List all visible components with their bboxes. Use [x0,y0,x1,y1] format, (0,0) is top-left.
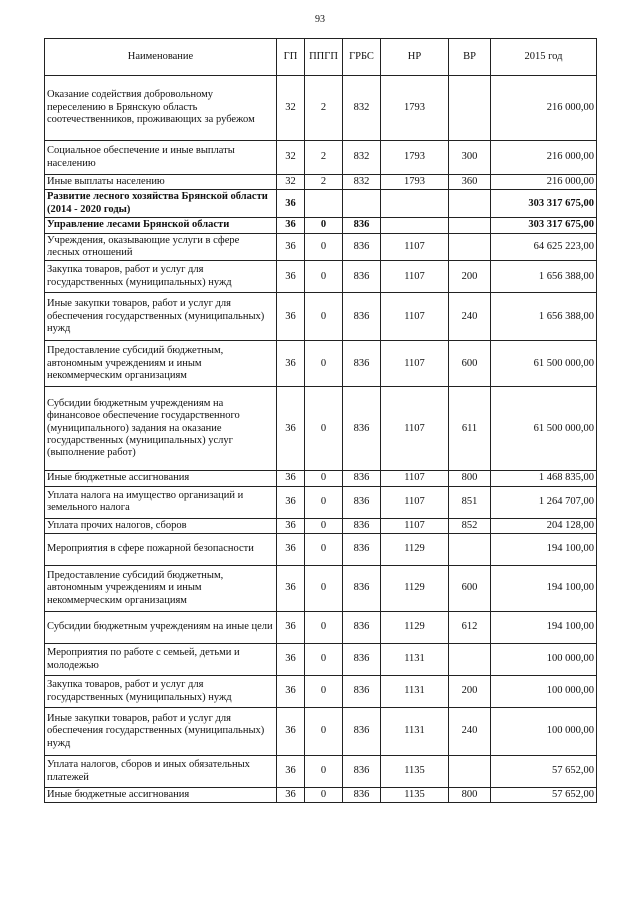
cell-ppgp: 0 [305,341,343,387]
table-row [45,756,597,788]
table-row [45,676,597,708]
cell-amount: 216 000,00 [491,76,597,141]
table-row [45,218,597,233]
cell-vr: 600 [449,341,491,387]
page-number: 93 [315,14,325,25]
cell-grbs: 836 [343,486,381,518]
cell-gp: 36 [277,566,305,612]
cell-vr: 800 [449,471,491,486]
cell-nr: 1107 [381,341,449,387]
cell-ppgp: 0 [305,233,343,261]
cell-gp: 32 [277,141,305,175]
cell-nr: 1793 [381,76,449,141]
cell-amount: 1 656 388,00 [491,261,597,293]
cell-name: Уплата прочих налогов, сборов [45,518,277,533]
cell-grbs: 836 [343,471,381,486]
cell-name: Иные бюджетные ассигнования [45,471,277,486]
cell-nr: 1129 [381,612,449,644]
cell-ppgp: 2 [305,141,343,175]
cell-amount: 204 128,00 [491,518,597,533]
header-year: 2015 год [491,39,597,76]
cell-grbs: 836 [343,518,381,533]
header-gp: ГП [277,39,305,76]
cell-ppgp: 0 [305,756,343,788]
table-row [45,566,597,612]
cell-amount: 57 652,00 [491,756,597,788]
cell-vr: 611 [449,387,491,471]
cell-vr: 800 [449,788,491,803]
table-row [45,341,597,387]
table-row [45,387,597,471]
table-row [45,612,597,644]
cell-gp: 36 [277,676,305,708]
cell-grbs: 836 [343,708,381,756]
cell-nr: 1107 [381,233,449,261]
table-row [45,175,597,190]
table-body [45,76,597,803]
budget-table [44,38,597,803]
cell-amount: 57 652,00 [491,788,597,803]
table-row [45,293,597,341]
cell-name: Иные бюджетные ассигнования [45,788,277,803]
cell-ppgp: 0 [305,566,343,612]
header-grbs: ГРБС [343,39,381,76]
cell-gp: 36 [277,644,305,676]
table-row [45,190,597,218]
cell-amount: 1 264 707,00 [491,486,597,518]
cell-amount: 100 000,00 [491,708,597,756]
cell-nr: 1793 [381,175,449,190]
cell-amount: 216 000,00 [491,141,597,175]
cell-grbs: 836 [343,293,381,341]
cell-ppgp: 0 [305,534,343,566]
cell-vr: 200 [449,261,491,293]
cell-gp: 36 [277,387,305,471]
cell-grbs: 836 [343,341,381,387]
cell-vr [449,644,491,676]
cell-name: Учреждения, оказывающие услуги в сфере лесных отношений [45,233,277,261]
cell-name: Закупка товаров, работ и услуг для государственных (муниципальных) нужд [45,261,277,293]
cell-ppgp: 0 [305,387,343,471]
cell-gp: 36 [277,486,305,518]
cell-amount: 194 100,00 [491,612,597,644]
cell-ppgp: 0 [305,708,343,756]
cell-grbs: 836 [343,261,381,293]
cell-nr: 1107 [381,518,449,533]
cell-name: Предоставление субсидий бюджетным, автономным учреждениям и иным некоммерческим организациям [45,566,277,612]
cell-ppgp: 0 [305,261,343,293]
cell-grbs: 836 [343,534,381,566]
cell-gp: 36 [277,708,305,756]
cell-amount: 100 000,00 [491,676,597,708]
cell-name: Иные закупки товаров, работ и услуг для обеспечения государственных (муниципальных) нужд [45,293,277,341]
cell-grbs: 836 [343,612,381,644]
cell-vr: 600 [449,566,491,612]
cell-gp: 36 [277,341,305,387]
cell-nr: 1107 [381,293,449,341]
cell-amount: 194 100,00 [491,566,597,612]
cell-name: Предоставление субсидий бюджетным, автономным учреждениям и иным некоммерческим организациям [45,341,277,387]
table-row [45,471,597,486]
cell-nr: 1107 [381,387,449,471]
cell-name: Мероприятия в сфере пожарной безопасности [45,534,277,566]
table-row [45,141,597,175]
cell-grbs: 836 [343,233,381,261]
table-row [45,788,597,803]
cell-grbs: 836 [343,218,381,233]
cell-nr: 1131 [381,708,449,756]
cell-amount: 194 100,00 [491,534,597,566]
cell-name: Развитие лесного хозяйства Брянской области (2014 - 2020 годы) [45,190,277,218]
cell-vr: 852 [449,518,491,533]
cell-amount: 303 317 675,00 [491,218,597,233]
cell-ppgp: 0 [305,676,343,708]
header-ppgp: ППГП [305,39,343,76]
cell-vr: 240 [449,708,491,756]
header-name: Наименование [45,39,277,76]
cell-name: Уплата налога на имущество организаций и земельного налога [45,486,277,518]
cell-nr: 1131 [381,676,449,708]
cell-name: Оказание содействия добровольному переселению в Брянскую область соотечественников, проживающих за рубежом [45,76,277,141]
cell-ppgp: 0 [305,788,343,803]
cell-nr: 1129 [381,534,449,566]
cell-name: Социальное обеспечение и иные выплаты населению [45,141,277,175]
cell-vr: 200 [449,676,491,708]
cell-name: Уплата налогов, сборов и иных обязательных платежей [45,756,277,788]
cell-name: Мероприятия по работе с семьей, детьми и молодежью [45,644,277,676]
cell-vr [449,218,491,233]
cell-gp: 36 [277,534,305,566]
cell-grbs: 836 [343,788,381,803]
cell-nr: 1131 [381,644,449,676]
cell-vr: 360 [449,175,491,190]
cell-gp: 36 [277,518,305,533]
cell-vr: 851 [449,486,491,518]
cell-grbs: 836 [343,566,381,612]
cell-nr: 1793 [381,141,449,175]
table-row [45,534,597,566]
cell-gp: 36 [277,261,305,293]
cell-nr: 1135 [381,788,449,803]
cell-gp: 32 [277,76,305,141]
table-row [45,233,597,261]
cell-ppgp: 0 [305,218,343,233]
cell-nr: 1107 [381,471,449,486]
cell-amount: 1 656 388,00 [491,293,597,341]
cell-ppgp: 0 [305,518,343,533]
cell-ppgp [305,190,343,218]
cell-amount: 216 000,00 [491,175,597,190]
cell-grbs: 832 [343,141,381,175]
cell-vr [449,190,491,218]
cell-gp: 36 [277,788,305,803]
cell-nr: 1107 [381,486,449,518]
header-vr: ВР [449,39,491,76]
cell-grbs: 832 [343,76,381,141]
cell-amount: 303 317 675,00 [491,190,597,218]
cell-gp: 36 [277,612,305,644]
cell-amount: 1 468 835,00 [491,471,597,486]
cell-amount: 61 500 000,00 [491,387,597,471]
table-row [45,486,597,518]
cell-nr [381,218,449,233]
cell-amount: 100 000,00 [491,644,597,676]
cell-name: Субсидии бюджетным учреждениям на финансовое обеспечение государственного (муниципального) задания на оказание государственных (муниципальных) услуг (выполнение работ) [45,387,277,471]
cell-nr: 1107 [381,261,449,293]
cell-ppgp: 2 [305,76,343,141]
cell-amount: 64 625 223,00 [491,233,597,261]
cell-name: Иные закупки товаров, работ и услуг для обеспечения государственных (муниципальных) нужд [45,708,277,756]
cell-vr [449,76,491,141]
cell-vr [449,756,491,788]
cell-gp: 36 [277,471,305,486]
cell-gp: 36 [277,233,305,261]
cell-gp: 32 [277,175,305,190]
cell-grbs [343,190,381,218]
header-nr: НР [381,39,449,76]
cell-gp: 36 [277,756,305,788]
table-row [45,708,597,756]
cell-vr: 240 [449,293,491,341]
cell-grbs: 836 [343,387,381,471]
cell-nr: 1129 [381,566,449,612]
cell-grbs: 836 [343,676,381,708]
cell-name: Иные выплаты населению [45,175,277,190]
table-header-row [45,39,597,76]
cell-name: Закупка товаров, работ и услуг для государственных (муниципальных) нужд [45,676,277,708]
cell-ppgp: 0 [305,293,343,341]
cell-gp: 36 [277,190,305,218]
cell-gp: 36 [277,293,305,341]
cell-ppgp: 0 [305,644,343,676]
table-row [45,261,597,293]
cell-nr [381,190,449,218]
cell-nr: 1135 [381,756,449,788]
table-row [45,644,597,676]
table-row [45,76,597,141]
cell-name: Управление лесами Брянской области [45,218,277,233]
cell-gp: 36 [277,218,305,233]
cell-vr [449,233,491,261]
cell-ppgp: 2 [305,175,343,190]
cell-grbs: 832 [343,175,381,190]
cell-amount: 61 500 000,00 [491,341,597,387]
cell-ppgp: 0 [305,612,343,644]
cell-ppgp: 0 [305,486,343,518]
table-row [45,518,597,533]
cell-grbs: 836 [343,644,381,676]
cell-vr: 612 [449,612,491,644]
cell-vr: 300 [449,141,491,175]
cell-vr [449,534,491,566]
cell-ppgp: 0 [305,471,343,486]
cell-name: Субсидии бюджетным учреждениям на иные цели [45,612,277,644]
cell-grbs: 836 [343,756,381,788]
